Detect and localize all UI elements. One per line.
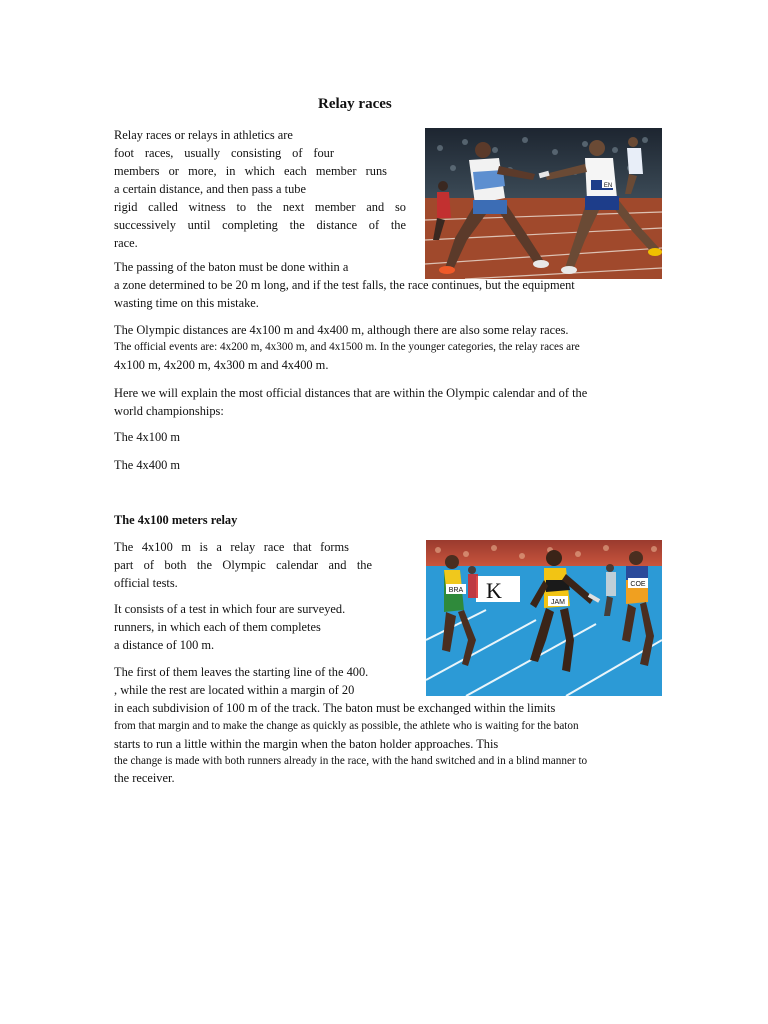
text-line: Relay races or relays in athletics are xyxy=(114,128,293,142)
sign-letter: K xyxy=(486,578,502,603)
bib-label: COE xyxy=(630,581,646,588)
text-line: It consists of a test in which four are surveyed. xyxy=(114,602,346,616)
list-item: The 4x400 m xyxy=(114,458,181,472)
relay-photo-2 xyxy=(426,540,662,696)
intro-paragraph xyxy=(114,126,406,252)
text-line: , while the rest are located within a margin of 20 xyxy=(114,683,355,697)
text-line: a zone determined to be 20 m long, and if the test falls, the race continues, but the equipment xyxy=(114,278,575,292)
text-line: Here we will explain the most official distances that are within the Olympic calendar and of the xyxy=(114,386,588,400)
text-line: The passing of the baton must be done within a xyxy=(114,260,349,274)
text-line: the change is made with both runners already in the race, with the hand switched and in a blind manner to xyxy=(114,755,588,767)
section-paragraph-1 xyxy=(114,538,372,592)
text-line: in each subdivision of 100 m of the track. The baton must be exchanged within the limits xyxy=(114,701,556,715)
text-line: rigid called witness to the next member and so xyxy=(114,200,406,214)
baton-paragraph xyxy=(114,258,644,312)
text-line: 4x100 m, 4x200 m, 4x300 m and 4x400 m. xyxy=(114,358,329,372)
text-line: starts to run a little within the margin when the baton holder approaches. This xyxy=(114,737,499,751)
bib-label: EN xyxy=(603,183,613,189)
text-line: The official events are: 4x200 m, 4x300 m, and 4x1500 m. In the younger categories, the relay races are xyxy=(114,341,580,353)
olympic-paragraph xyxy=(114,321,664,374)
text-line: The Olympic distances are 4x100 m and 4x400 m, although there are also some relay races. xyxy=(114,323,569,337)
text-line: runners, in which each of them completes xyxy=(114,620,321,634)
text-line: The 4x100 m is a relay race that forms xyxy=(114,540,349,554)
text-line: the receiver. xyxy=(114,771,175,785)
text-line: world championships: xyxy=(114,404,224,418)
bib-label: JAM xyxy=(551,599,565,606)
text-line: from that margin and to make the change as quickly as possible, the athlete who is waiting for the baton xyxy=(114,720,579,732)
text-line: part of both the Olympic calendar and the xyxy=(114,558,372,572)
relay-photo-1 xyxy=(425,128,662,279)
text-line: The first of them leaves the starting line of the 400. xyxy=(114,665,369,679)
text-line: a distance of 100 m. xyxy=(114,638,215,652)
text-line: official tests. xyxy=(114,576,178,590)
explain-paragraph xyxy=(114,384,664,420)
bib-label: BRA xyxy=(448,587,464,594)
section-heading: The 4x100 meters relay xyxy=(114,513,238,527)
list-item: The 4x100 m xyxy=(114,430,181,444)
text-line: members or more, in which each member runs xyxy=(114,164,387,178)
text-line: wasting time on this mistake. xyxy=(114,296,259,310)
text-line: race. xyxy=(114,236,138,250)
text-line: foot races, usually consisting of four xyxy=(114,146,334,160)
section-paragraph-2 xyxy=(114,600,394,654)
text-line: a certain distance, and then pass a tube xyxy=(114,182,306,196)
page-title: Relay races xyxy=(318,96,392,112)
text-line: successively until completing the distance of the xyxy=(114,218,406,232)
